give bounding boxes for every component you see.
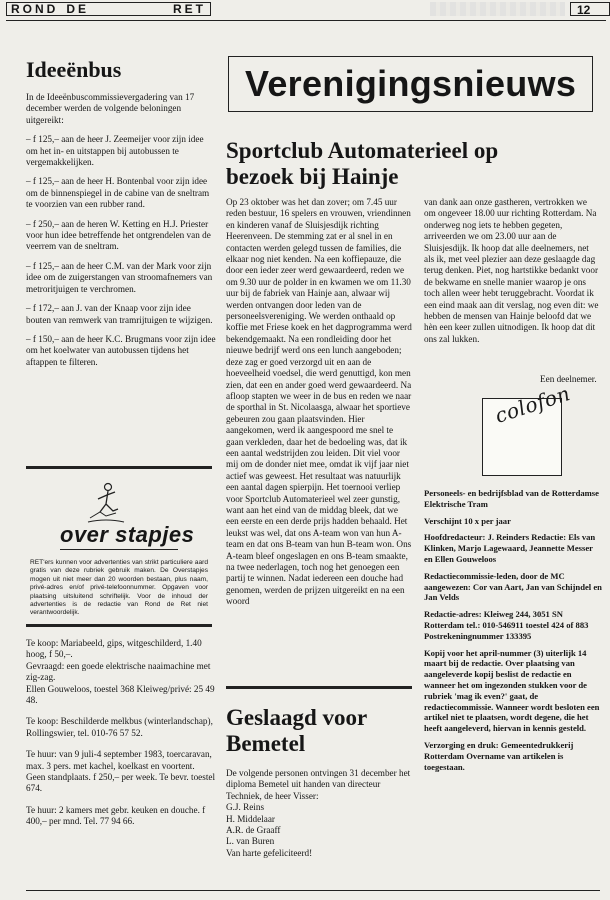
ad-contact-gouweloos: Ellen Gouweloos, toestel 368 Kleiweg/privé: 25 49 48. — [26, 683, 215, 706]
ad-kamers: Te huur: 2 kamers met gebr. keuken en douche. f 400,– per mnd. Tel. 77 94 66. — [26, 804, 206, 827]
sportclub-bottom-rule — [226, 686, 412, 689]
ad-naaimachine: Gevraagd: een goede elektrische naaimachine met zig-zag. — [26, 660, 211, 683]
colofon-copy-deadline: Kopij voor het april-nummer (3) uiterlijk 14 maart bij de redactie. Over plaatsing van aangeleverde kopij beslist de redactie en wanneer het om ingezonden stukken voor de rubriek 'mag ik even?' gaat, de redactiecommissie. Wanneer wordt besloten een artikel niet te plaatsen, wordt degene, die het heeft aangeleverd, hiervan in kennis gesteld. — [424, 647, 600, 734]
colofon-body — [424, 488, 602, 778]
ads-list — [26, 638, 216, 828]
bleed-through-strip — [430, 2, 565, 16]
bemetel-name-1: G.J. Reins — [226, 802, 265, 813]
overstapjes-illustration-icon — [86, 482, 126, 526]
masthead-de: DE — [66, 2, 90, 16]
overstapjes-description: RET'ers kunnen voor advertenties van strikt particuliere aard gratis van deze rubriek gebruik maken. De Overstapjes mogen uit niet meer dan 20 woorden bestaan, plus naam, privé-adres en/of privé-telefoonnummer. Opgaven voor plaatsing uitsluitend schriftelijk. Voor de inhoud der advertenties is de redactie van Rond de Ret niet verantwoordelijk. — [30, 559, 208, 617]
header-rule — [6, 20, 606, 21]
sportclub-title — [226, 138, 596, 190]
ideeenbus-award-2: – f 125,– aan de heer H. Bontenbal voor zijn idee om de binnenspiegel in de cabine van de sneltram te voorzien van een rubber rand. — [26, 176, 210, 210]
bemetel-title-line1: Geslaagd voor — [226, 705, 368, 730]
bemetel-title-line2: Bemetel — [226, 730, 306, 756]
overstapjes-top-rule — [26, 466, 212, 469]
bemetel-body — [226, 768, 412, 859]
ideeenbus-intro: In de Ideeënbuscommissievergadering van 17 december werden de volgende beloningen uitgereikt: — [26, 92, 195, 125]
sportclub-title-line2: bezoek bij Hainje — [226, 163, 399, 189]
overstapjes-logo: over stapjes — [60, 522, 195, 547]
ideeenbus-award-3: – f 250,– aan de heren W. Ketting en H.J. Priester voor hun idee betreffende het ontgrendelen van de veerrem van de sneltram. — [26, 218, 211, 252]
colofon-publisher: Personeels- en bedrijfsblad van de Rotterdamse Elektrische Tram — [424, 488, 599, 509]
sportclub-body-col2: van dank aan onze gastheren, vertrokken we om ongeveer 18.00 uur richting Rotterdam. Na onderweg nog iets te hebben gegeten, arriveerden we om 23.00 uur aan de Sluisjesdijk. Ik hoop dat alle deelnemers, net als ik, met veel plezier aan deze geslaagde dag terug denken. Piet, nog hartstikke bedankt voor de bekwame en snelle manier waarop je ons toch allen weer hebt teruggebracht. Voordat ik een eind maak aan dit verslag, nog even dit: we hebben de mensen van Hainje beloofd dat we hèn een keer zullen uitnodigen. Ik hoop dat dit ons zal lukken. — [424, 197, 599, 344]
ad-mariabeeld: Te koop: Mariabeeld, gips, witgeschilderd, 1.40 hoog, f 50,–. — [26, 638, 202, 660]
ideeenbus-award-1: – f 125,– aan de heer J. Zeemeijer voor zijn idee om het in- en uitstappen bij autobussen te vergemakkelijken. — [26, 134, 204, 168]
colofon-address: Redactie-adres: Kleiweg 244, 3051 SN Rotterdam tel.: 010-546911 toestel 424 of 883 Postrekeningnummer 133395 — [424, 609, 589, 641]
colofon-editors: Hoofdredacteur: J. Reinders Redactie: Els van Klinken, Marjo Lagewaard, Jeannette Messer en Ellen Gouweloos — [424, 532, 596, 564]
bemetel-name-3: A.R. de Graaff — [226, 825, 281, 836]
overstapjes-bottom-rule — [26, 624, 212, 627]
ad-toercaravan: Te huur: van 9 juli-4 september 1983, toercaravan, max. 3 pers. met kachel, koelkast en voortent. Geen standplaats. f 250,– per week. Te bevr. toestel 674. — [26, 749, 216, 794]
ideeenbus-award-4: – f 125,– aan de heer C.M. van der Mark voor zijn idee om de zuigerstangen van stroomafnemers van metroritjuigen te verchromen. — [26, 260, 213, 294]
verenigingsnieuws-banner — [228, 56, 593, 112]
sportclub-signature: Een deelnemer. — [540, 374, 597, 384]
colofon-logo: colofon — [492, 381, 574, 428]
bemetel-name-4: L. van Buren — [226, 836, 275, 847]
bemetel-closing: Van harte gefeliciteerd! — [226, 847, 313, 858]
bemetel-intro: De volgende personen ontvingen 31 december het diploma Bemetel uit handen van directeur Techniek, de heer Visser: — [226, 768, 411, 801]
bemetel-name-2: H. Middelaar — [226, 813, 275, 824]
masthead-rond: ROND — [11, 2, 59, 16]
verenigingsnieuws-title: Verenigingsnieuws — [245, 63, 577, 104]
masthead-ret: RET — [173, 2, 206, 16]
colofon-committee: Redactiecommissie-leden, door de MC aangewezen: Cor van Aart, Jan van Schijndel en Jan Velds — [424, 570, 602, 603]
overstapjes-logo-underline — [60, 549, 178, 550]
ideeenbus-body — [26, 92, 216, 376]
page-bottom-rule — [26, 890, 600, 891]
ideeenbus-award-6: – f 150,– aan de heer K.C. Brugmans voor zijn idee om het koelwater van autobussen tijdens het aftappen te filteren. — [26, 333, 216, 367]
ad-melkbus: Te koop: Beschilderde melkbus (winterlandschap), Rollingswier, tel. 010-76 57 52. — [26, 716, 213, 738]
colofon-frequency: Verschijnt 10 x per jaar — [424, 515, 511, 526]
masthead — [6, 2, 211, 16]
ideeenbus-award-5: – f 172,– aan J. van der Knaap voor zijn idee bouten van remwerk van tramrijtuigen te wijzigen. — [26, 303, 213, 325]
sportclub-body-col1: Op 23 oktober was het dan zover; om 7.45 uur reden bestuur, 16 spelers en vrouwen, vriendinnen en kinderen vanaf de Sluisjesdijk richting Heerenveen. De stemming zat er al snel in en contacten werden gelegd tussen de families, die elkaar nog niet kenden. Na een koffiepauze, die door een ieder zeer werd gewaardeerd, reden we om 9.30 uur de polder in en kwamen we om 11.30 uur bij de fabriek van Hainje aan, alwaar wij werden ontvangen door leden van de personeelsvereniging. We werden onthaald op koffie met Friese koek en het dagprogramma werd bekendgemaakt. Na een rondleiding door het nieuwe bedrijf werd ons een lunch aangeboden; deze zag er goed verzorgd uit en aan de hoeveelheid voedsel, die werd genuttigd, kon men zien, dat een en ander goed werd gewaardeerd. Na afloop stapten we weer in de bus en reden we naar de sporthal in St. Nicolaasga, alwaar het sportieve gebeuren zou gaan plaatsvinden. Hier aangekomen, werd ik aangespoord me snel te gaan verkleden, daar het de bedoeling was, dat ik een aantal wedstrijden zou leiden. Dit viel voor mij om de donder niet mee, omdat ik vijf jaar niet actief was geweest. Het resultaat was natuurlijk een aantal dagen spierpijn. Het toernooi verliep voor Sportclub Automaterieel wel zeer gunstig, want aan het eind van de middag bleek, dat we een eerste en een derde prijs hadden behaald. Het leukst was wel, dat ons A-team won van hun A-team en dat ons B-team van hun B-team won. Ons A-team bleef ongeslagen en ons B-team smaakte, na twee nederlagen, toch nog het genoegen een partij te winnen. Nadat iedereen een douche had genomen, werden de prijzen uitgereikt en na een woord — [226, 197, 412, 607]
sportclub-title-line1: Sportclub Automaterieel op — [226, 138, 499, 163]
ideeenbus-title: Ideeënbus — [26, 57, 122, 82]
page-number: 12 — [570, 2, 610, 16]
colofon-printing: Verzorging en druk: Gemeentedrukkerij Rotterdam Overname van artikelen is toegestaan. — [424, 739, 574, 772]
bemetel-title — [226, 705, 367, 757]
